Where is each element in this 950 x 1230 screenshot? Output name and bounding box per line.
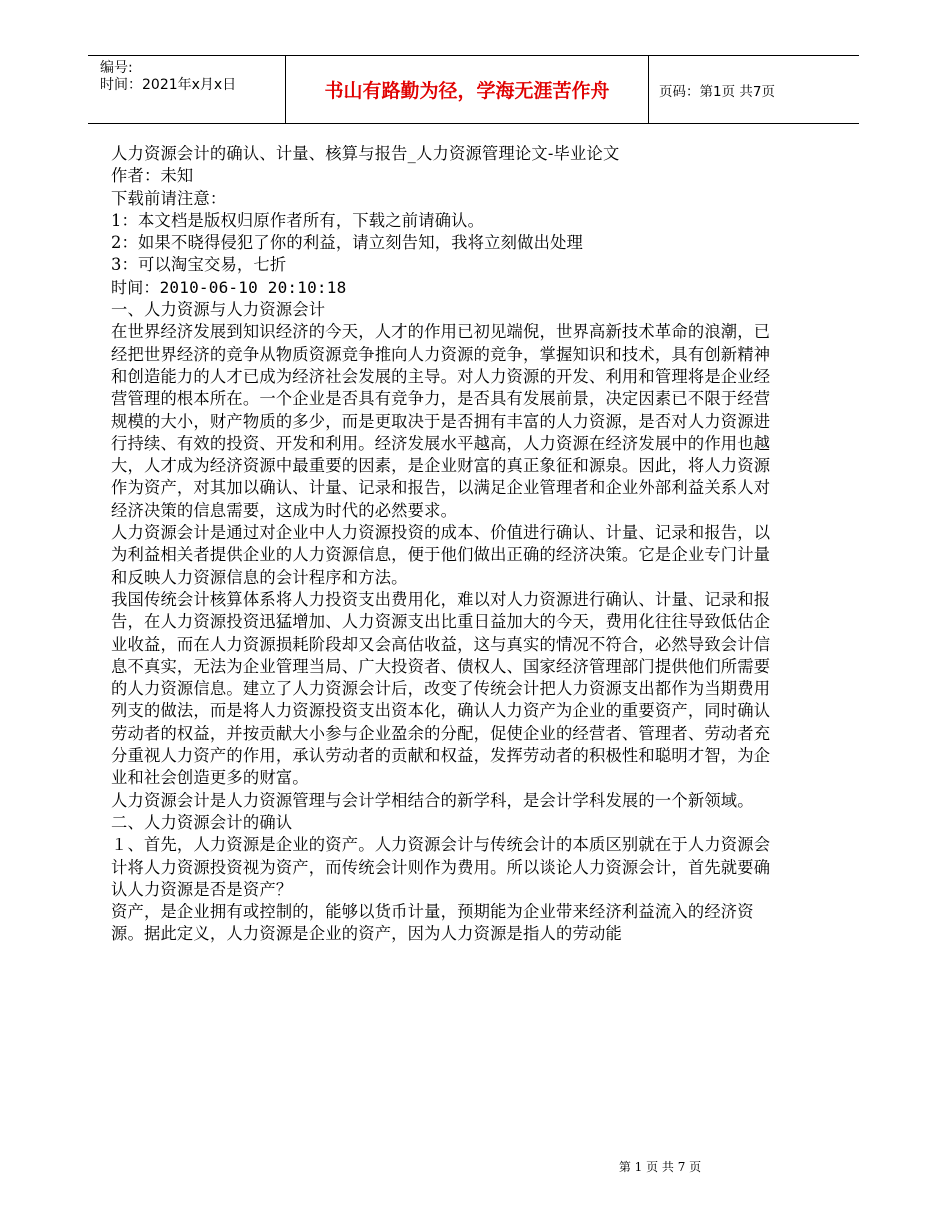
paragraph: 我国传统会计核算体系将人力投资支出费用化，难以对人力资源进行确认、计量、记录和报告，在人力资源投资迅猛增加、人力资源支出比重日益加大的今天，费用化往往导致低估企业收益，而在人力资源损耗阶段却又会高估收益，这与真实的情况不符合，必然导致会计信息不真实，无法为企业管理当局、广大投资者、债权人、国家经济管理部门提供他们所需要的人力资源信息。建立了人力资源会计后，改变了传统会计把人力资源支出都作为当期费用列支的做法，而是将人力资源投资支出资本化，确认人力资产为企业的重要资产，同时确认劳动者的权益，并按贡献大小参与企业盈余的分配，促使企业的经营者、管理者、劳动者充分重视人力资产的作用，承认劳动者的贡献和权益，发挥劳动者的积极性和聪明才智，为企业和社会创造更多的财富。 — [111, 589, 771, 788]
paragraph: 资产，是企业拥有或控制的，能够以货币计量，预期能为企业带来经济利益流入的经济资源。据此定义，人力资源是企业的资产，因为人力资源是指人的劳动能 — [111, 902, 754, 944]
section-heading: 一、人力资源与人力资源会计 — [111, 300, 326, 320]
paragraph: １、首先，人力资源是企业的资产。人力资源会计与传统会计的本质区别就在于人力资源会计将人力资源投资视为资产，而传统会计则作为费用。所以谈论人力资源会计，首先就要确认人力资源是否是资产？ — [111, 835, 771, 899]
notice-item: 3：可以淘宝交易，七折 — [111, 255, 287, 275]
document-timestamp: 时间：2010-06-10 20:10:18 — [111, 277, 347, 297]
paragraph: 人力资源会计是通过对企业中人力资源投资的成本、价值进行确认、计量、记录和报告，以为利益相关者提供企业的人力资源信息，便于他们做出正确的经济决策。它是企业专门计量和反映人力资源信息的会计程序和方法。 — [111, 523, 771, 587]
document-title: 人力资源会计的确认、计量、核算与报告_人力资源管理论文-毕业论文 — [111, 144, 620, 163]
notice-heading: 下载前请注意： — [111, 188, 227, 208]
header-motto: 书山有路勤为径，学海无涯苦作舟 — [285, 56, 649, 123]
page-footer — [0, 1158, 950, 1175]
paragraph: 人力资源会计是人力资源管理与会计学相结合的新学科，是会计学科发展的一个新领域。 — [111, 790, 754, 810]
page-header — [88, 55, 859, 124]
document-number-label: 编号: — [100, 60, 133, 76]
header-meta — [88, 56, 285, 123]
notice-item: 1：本文档是版权归原作者所有，下载之前请确认。 — [111, 210, 485, 230]
paragraph: 在世界经济发展到知识经济的今天，人才的作用已初见端倪，世界高新技术革命的浪潮，已经把世界经济的竞争从物质资源竞争推向人力资源的竞争，掌握知识和技术，具有创新精神和创造能力的人才已成为经济社会发展的主导。对人力资源的开发、利用和管理将是企业经营管理的根本所在。一个企业是否具有竞争力，是否具有发展前景，决定因素已不限于经营规模的大小，财产物质的多少，而是更取决于是否拥有丰富的人力资源，是否对人力资源进行持续、有效的投资、开发和利用。经济发展水平越高，人力资源在经济发展中的作用也越大，人才成为经济资源中最重要的因素，是企业财富的真正象征和源泉。因此，将人力资源作为资产，对其加以确认、计量、记录和报告，以满足企业管理者和企业外部利益关系人对经济决策的信息需要，这成为时代的必然要求。 — [111, 322, 771, 520]
header-page-info: 页码：第1页 共7页 — [659, 83, 775, 100]
header-date: 时间：2021年x月x日 — [100, 77, 237, 93]
document-author: 作者：未知 — [111, 166, 194, 186]
footer-page-number: 第 1 页 共 7 页 — [618, 1160, 702, 1174]
notice-item: 2：如果不晓得侵犯了你的利益，请立刻告知，我将立刻做出处理 — [111, 233, 584, 253]
document-body — [111, 143, 771, 946]
section-heading: 二、人力资源会计的确认 — [111, 812, 293, 832]
